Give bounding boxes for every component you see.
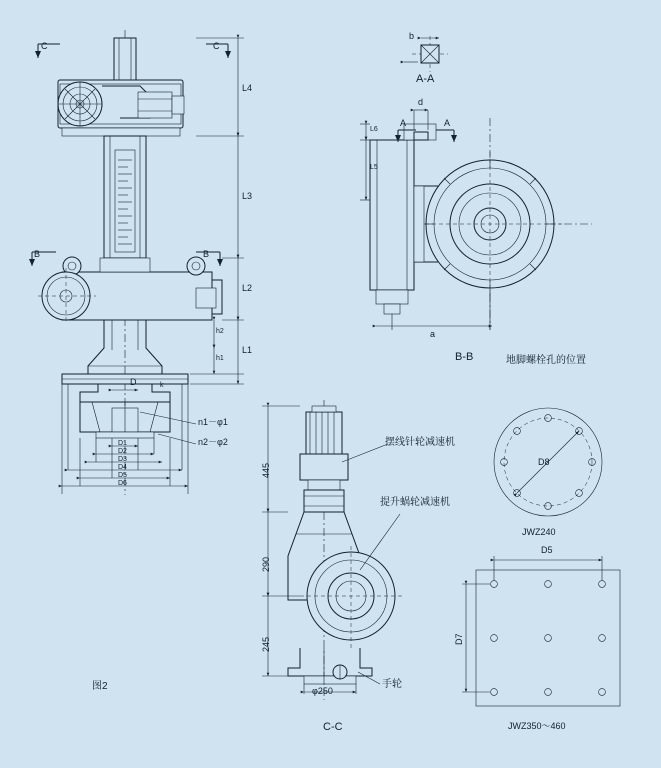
flange-dim-d4: D4 [118, 464, 127, 471]
flange-dim-d3: D3 [118, 456, 127, 463]
dim-k: k [160, 382, 164, 389]
cc-dim-445: 445 [261, 462, 271, 478]
dim-l3: L3 [242, 191, 253, 201]
bolt-note-n1: n1－φ1 [198, 417, 228, 427]
circular-layout-diameter: D8 [538, 457, 550, 467]
section-mark-b-right: B [203, 249, 210, 259]
flange-dim-d6: D6 [118, 480, 127, 487]
cc-dim-245: 245 [261, 636, 271, 652]
dim-a: a [430, 329, 436, 339]
dim-h2: h2 [216, 328, 224, 335]
mark-a-right: A [444, 118, 451, 128]
rect-layout-height: D7 [454, 633, 464, 645]
dim-l2: L2 [242, 283, 253, 293]
callout-handwheel: 手轮 [382, 679, 402, 690]
section-mark-b-left: B [34, 249, 41, 259]
rect-layout-label: JWZ350～460 [508, 721, 566, 731]
section-aa-view [404, 36, 448, 72]
flange-dim-d1: D1 [118, 440, 127, 447]
flange-dim-d5: D5 [118, 472, 127, 479]
section-aa-label: A-A [416, 73, 435, 85]
cc-dim-290: 290 [261, 556, 271, 572]
figure-title: 图2 [92, 681, 108, 692]
dim-l6: L6 [370, 126, 378, 133]
dim-l5: L5 [370, 164, 378, 171]
dim-h1: h1 [216, 355, 224, 362]
flange-dim-d2: D2 [118, 448, 127, 455]
section-bb-label: B-B [455, 351, 474, 363]
callout-worm-gear-reducer: 提升蜗轮减速机 [380, 497, 450, 508]
mark-a-left: A [400, 118, 407, 128]
rectangular-bolt-layout [462, 556, 620, 706]
dim-b: b [409, 31, 415, 41]
section-bb-view [360, 110, 592, 330]
circular-layout-label: JWZ240 [522, 527, 556, 537]
cc-base-dim: φ250 [312, 686, 333, 696]
dim-l1: L1 [242, 345, 253, 355]
section-mark-c-right: C [213, 41, 220, 51]
section-cc-view [262, 400, 402, 700]
section-mark-c-left: C [41, 41, 48, 51]
bolt-hole-title: 地脚螺栓孔的位置 [506, 355, 586, 366]
callout-cycloid-reducer: 摆线针轮减速机 [385, 437, 455, 448]
dim-l4: L4 [242, 83, 253, 93]
section-cc-label: C-C [323, 721, 343, 733]
dim-d: D [130, 377, 137, 387]
bolt-note-n2: n2－φ2 [198, 437, 228, 447]
rect-layout-width: D5 [541, 545, 553, 555]
dim-d-bb: d [418, 97, 424, 107]
